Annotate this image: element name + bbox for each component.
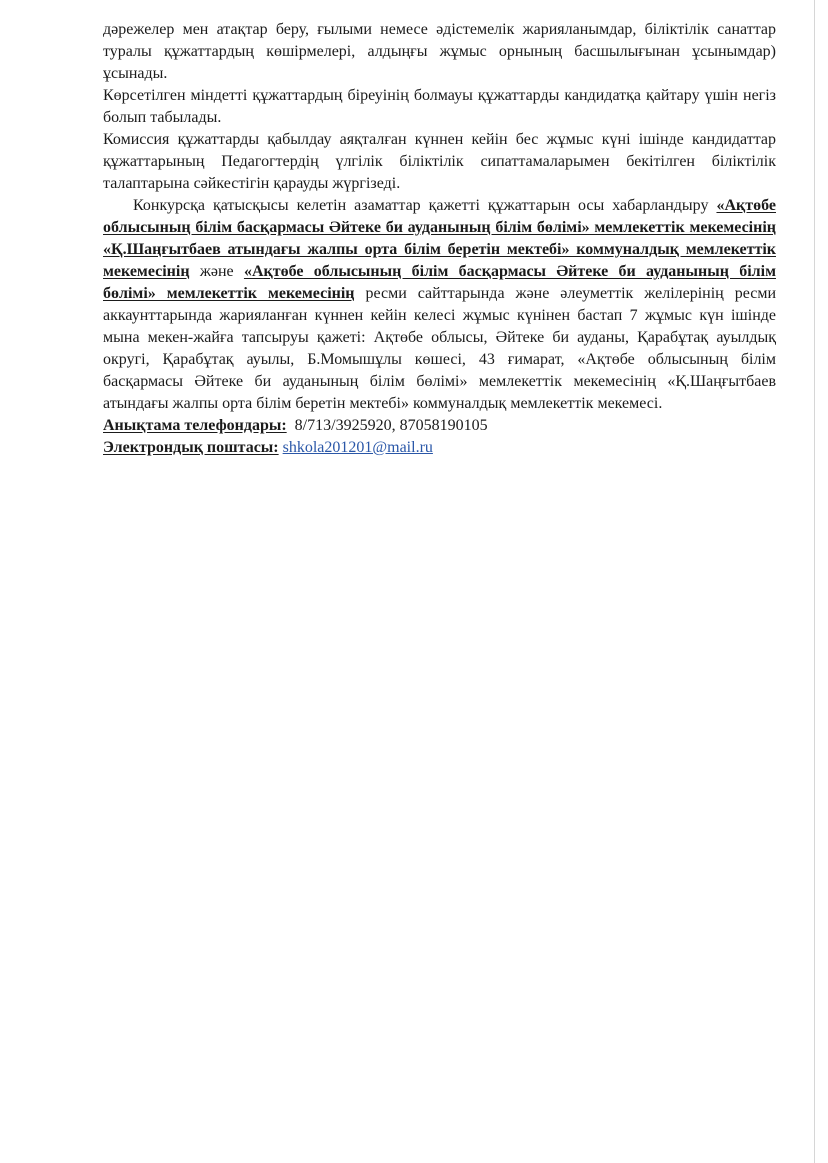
email-link[interactable]: shkola201201@mail.ru [282, 439, 433, 456]
email-line [103, 437, 776, 459]
submission-details-text: ресми сайттарында және әлеуметтік желілерінің ресми аккаунттарында жарияланған күннен кейін келесі жұмыс күнінен бастап 7 жұмыс күн ішінде мына мекен-жайға тапсыруы қажеті: Ақтөбе облысы, Әйтеке би ауданы, Қарабұтақ ауылдық округі, Қарабұтақ ауылы, Б.Момышұлы көшесі, 43 ғимарат, «Ақтөбе облысының білім басқармасы Әйтеке би ауданының білім бөлімі» мемлекеттік мекемесінің «Қ.Шаңғытбаев атындағы жалпы орта білім беретін мектебі» коммуналдық мемлекеттік мекемесі. [103, 285, 776, 412]
email-label: Электрондық поштасы: [103, 439, 279, 456]
paragraph-submission-address [103, 195, 776, 415]
paragraph-commission-review: Комиссия құжаттарды қабылдау аяқталған күннен кейін бес жұмыс күні ішінде кандидаттар құжаттарының Педагогтердің үлгілік біліктілік сипаттамаларымен бекітілген біліктілік талаптарына сәйкестігін қарауды жүргізеді. [103, 131, 776, 192]
phone-line [103, 415, 776, 437]
paragraph-documents-submitted: дәрежелер мен атақтар беру, ғылыми немесе әдістемелік жарияланымдар, біліктілік санаттар туралы құжаттардың көшірмелері, алдыңғы жұмыс орнының басшылығынан ұсынымдар) ұсынады. [103, 21, 776, 82]
paragraph-missing-documents: Көрсетілген міндетті құжаттардың біреуінің болмауы құжаттарды кандидатқа қайтару үшін негіз болып табылады. [103, 87, 776, 126]
phone-value: 8/713/3925920, 87058190105 [294, 417, 488, 434]
document-body [103, 19, 776, 459]
connector-text: және [189, 263, 244, 280]
submission-intro-text: Конкурсқа қатысқысы келетін азаматтар қажетті құжаттарын осы хабарландыру [133, 197, 717, 214]
phone-label: Анықтама телефондары: [103, 417, 287, 434]
organization-name-department: «Ақтөбе облысының білім басқармасы Әйтеке би ауданының білім бөлімі» мемлекеттік мекемесінің [103, 263, 776, 302]
organization-name-school: «Ақтөбе облысының білім басқармасы Әйтеке би ауданының білім бөлімі» мемлекеттік мекемесінің «Қ.Шаңғытбаев атындағы жалпы орта білім беретін мектебі» коммуналдық мемлекеттік мекемесінің [103, 197, 776, 280]
scan-edge-line [814, 0, 815, 1163]
